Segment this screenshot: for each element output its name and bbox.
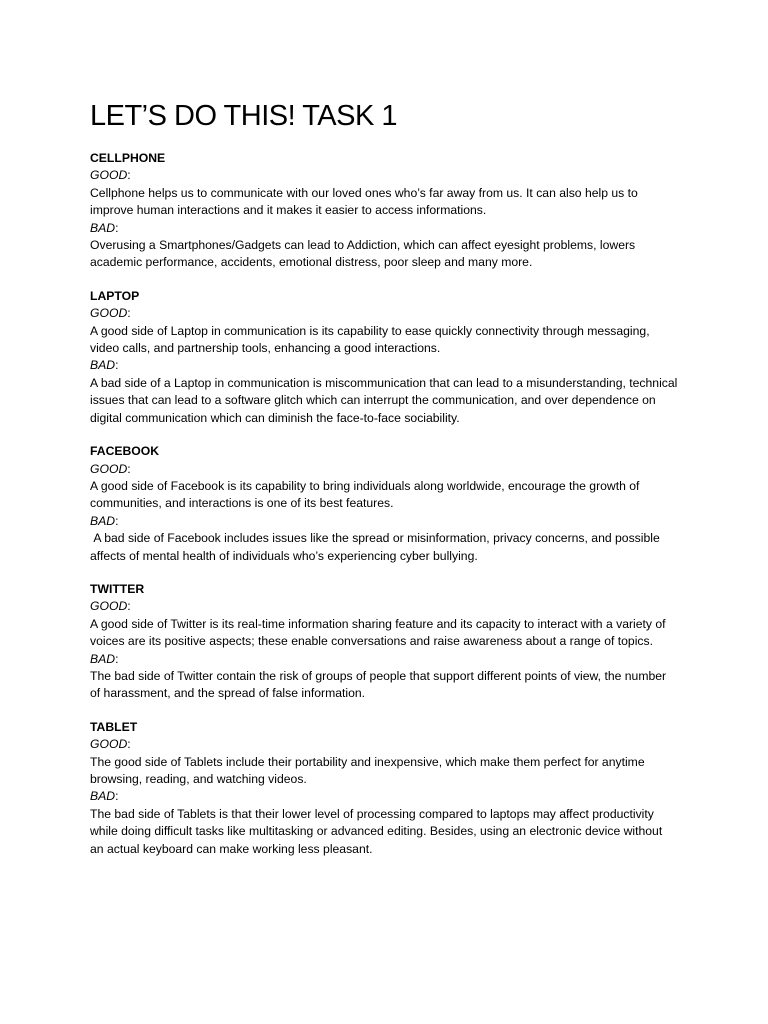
- good-label: GOOD: [90, 461, 128, 476]
- section-heading: TABLET: [90, 719, 138, 734]
- bad-line: BAD:: [90, 513, 119, 528]
- good-text: A good side of Facebook is its capability to bring individuals along worldwide, encourage the growth of communities, and interactions is one of its best features.: [90, 478, 640, 511]
- bad-label: BAD: [90, 789, 116, 804]
- good-line: GOOD:: [90, 168, 131, 183]
- bad-text: The bad side of Tablets is that their lower level of processing compared to laptops may affect productivity while doing difficult tasks like multitasking or advanced editing. Besides, using an electronic device without an actual keyboard can make working less pleasant.: [90, 806, 663, 856]
- bad-line: BAD:: [90, 358, 119, 373]
- section-twitter: [90, 581, 678, 703]
- good-label: GOOD: [90, 737, 128, 752]
- bad-label: BAD: [90, 651, 116, 666]
- page-title: LET’S DO THIS! TASK 1: [90, 100, 397, 132]
- section-facebook: [90, 443, 678, 565]
- bad-text: A bad side of a Laptop in communication is miscommunication that can lead to a misunderstanding, technical issues that can lead to a software glitch which can interrupt the communication, and over dependence on digital communication which can diminish the face-to-face sociability.: [90, 375, 678, 425]
- good-label: GOOD: [90, 599, 128, 614]
- section-heading: TWITTER: [90, 581, 145, 596]
- good-line: GOOD:: [90, 737, 131, 752]
- good-text: The good side of Tablets include their portability and inexpensive, which make them perfect for anytime browsing, reading, and watching videos.: [90, 754, 645, 786]
- good-line: GOOD:: [90, 599, 131, 614]
- good-text: A good side of Laptop in communication is its capability to ease quickly connectivity through messaging, video calls, and partnership tools, enhancing a good interactions.: [90, 323, 650, 356]
- bad-label: BAD: [90, 220, 116, 235]
- good-label: GOOD: [90, 306, 128, 321]
- bad-line: BAD:: [90, 789, 119, 804]
- section-heading: FACEBOOK: [90, 444, 160, 459]
- bad-text: A bad side of Facebook includes issues like the spread or misinformation, privacy concerns, and possible affects of mental health of individuals who’s experiencing cyber bullying.: [90, 531, 664, 563]
- good-text: A good side of Twitter is its real-time information sharing feature and its capacity to interact with a variety of voices are its positive aspects; these enable conversations and raise awareness about a range of topics.: [90, 616, 666, 649]
- section-tablet: [90, 719, 678, 858]
- bad-text: Overusing a Smartphones/Gadgets can lead to Addiction, which can affect eyesight problems, lowers academic performance, accidents, emotional distress, poor sleep and many more.: [90, 238, 636, 270]
- bad-line: BAD:: [90, 651, 119, 666]
- section-heading: CELLPHONE: [90, 151, 166, 165]
- section-heading: LAPTOP: [90, 288, 140, 303]
- bad-text: The bad side of Twitter contain the risk of groups of people that support different points of view, the number of harassment, and the spread of false information.: [90, 668, 667, 701]
- good-text: Cellphone helps us to communicate with our loved ones who’s far away from us. It can also help us to improve human interactions and it makes it easier to access informations.: [90, 185, 638, 218]
- section-laptop: [90, 288, 678, 427]
- bad-label: BAD: [90, 513, 116, 528]
- good-label: GOOD: [90, 168, 128, 183]
- bad-line: BAD:: [90, 220, 119, 235]
- good-line: GOOD:: [90, 306, 131, 321]
- section-cellphone: [90, 150, 678, 272]
- bad-label: BAD: [90, 358, 116, 373]
- good-line: GOOD:: [90, 461, 131, 476]
